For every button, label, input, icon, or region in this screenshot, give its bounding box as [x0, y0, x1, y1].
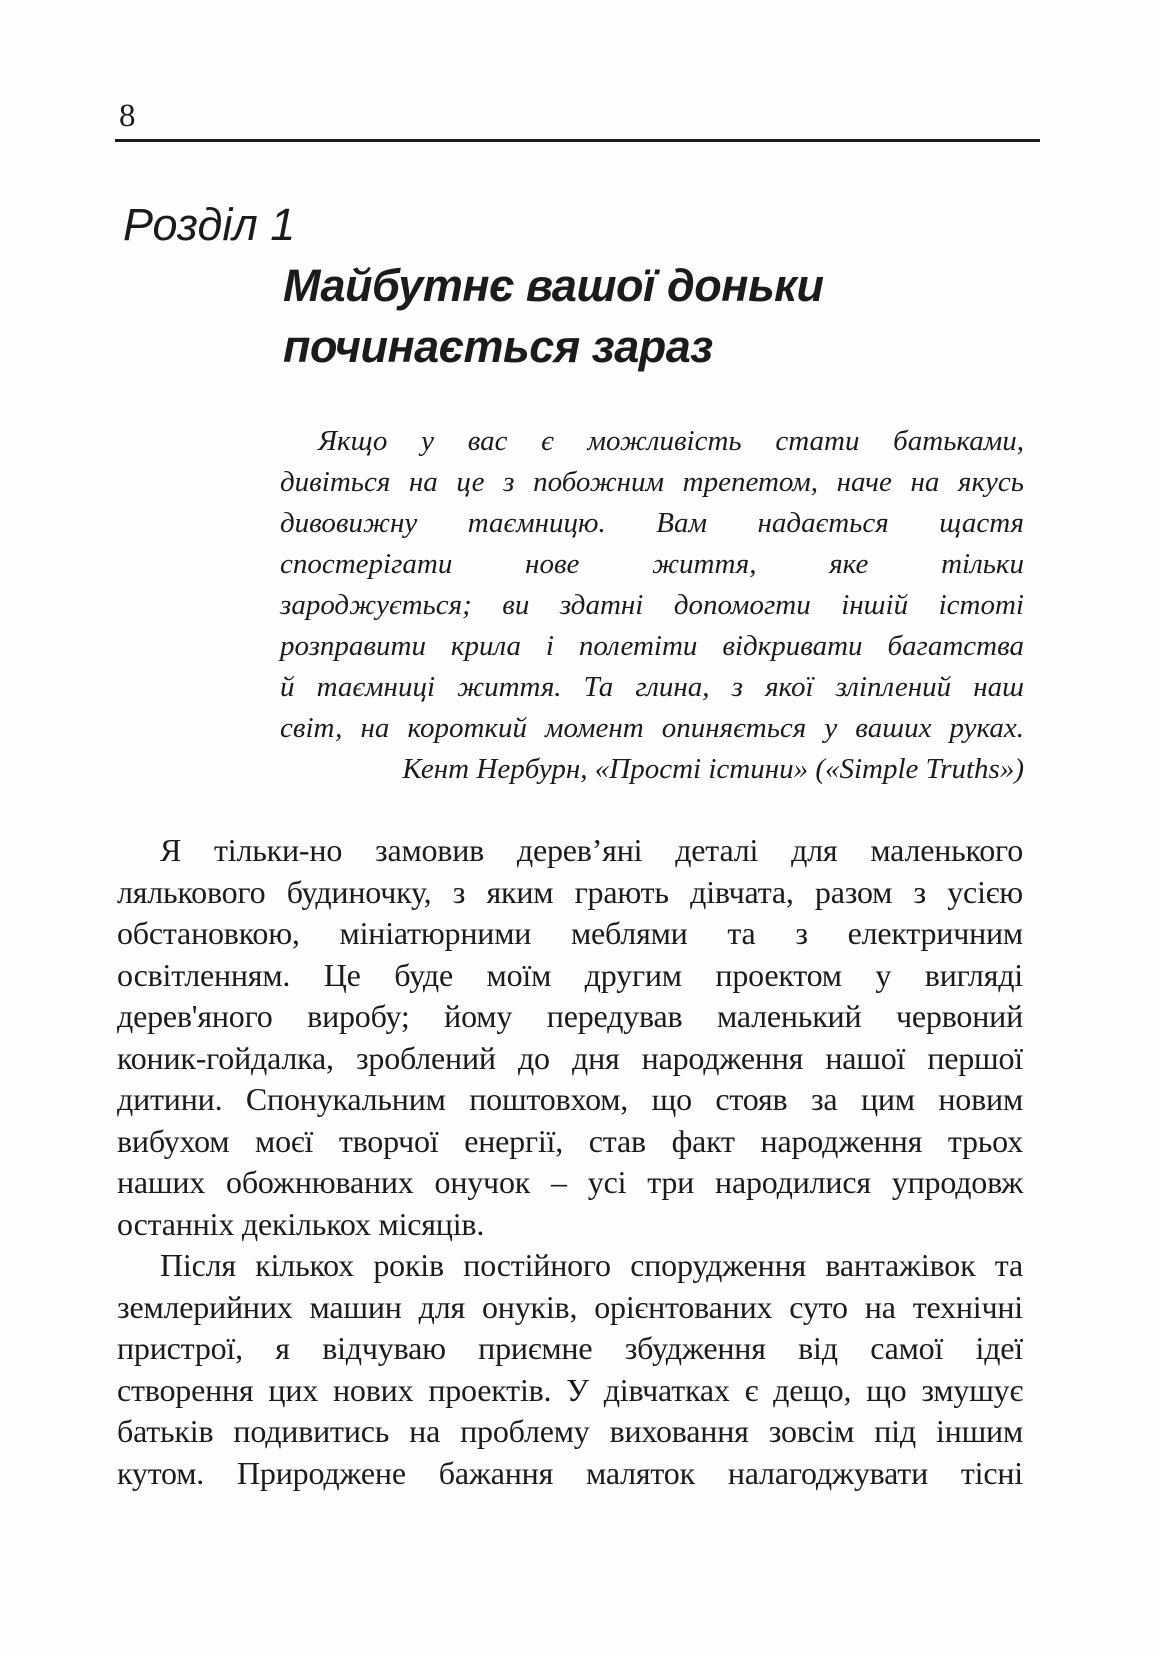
text-line: останніх декількох місяців.	[117, 1205, 485, 1242]
epigraph-quote	[280, 421, 1024, 749]
text-line: розправити крила і полетіти відкривати багатства	[280, 630, 1024, 662]
text-line: вибухом моєї творчої енергії, став факт народження трьох	[117, 1122, 1023, 1159]
text-line: обстановкою, мініатюрними меблями та з електричним	[117, 915, 1023, 951]
text-line: зароджується; ви здатні допомогти іншій істоті	[280, 589, 1024, 621]
text-line: лялькового будиночку, з яким грають дівчата, разом з усією	[117, 873, 1023, 910]
text-line: землерийних машин для онуків, орієнтованих суто на технічні	[117, 1288, 1023, 1325]
page-number: 8	[119, 98, 136, 134]
text-line: дивовижну таємницю. Вам надається щастя	[280, 507, 1024, 539]
header-rule	[115, 139, 1040, 142]
epigraph	[280, 421, 1024, 790]
text-line: батьків подивитись на проблему виховання зовсім під іншим	[117, 1413, 1023, 1449]
text-line: й таємниці життя. Та глина, з якої зліплений наш	[280, 671, 1024, 703]
chapter-title	[283, 255, 823, 377]
text-line: пристрої, я відчуваю приємне збудження від самої ідеї	[117, 1330, 1023, 1366]
text-line: Я тільки-но замовив дерев’яні деталі для маленького	[160, 832, 1023, 868]
paragraph	[117, 830, 1023, 1245]
text-line: дивіться на це з побожним трепетом, наче на якусь	[280, 466, 1024, 498]
body-text	[117, 830, 1023, 1494]
chapter-title-line: Майбутнє вашої доньки	[283, 260, 824, 311]
paragraph	[117, 1245, 1023, 1494]
text-line: створення цих нових проектів. У дівчатках є дещо, що змушує	[117, 1371, 1023, 1408]
chapter-title-line: починається зараз	[283, 321, 713, 372]
text-line: коник-гойдалка, зроблений до дня народження нашої першої	[117, 1039, 1023, 1076]
chapter-label: Розділ 1	[123, 199, 296, 250]
epigraph-attribution: Кент Нербурн, «Прості істини» («Simple Truths»)	[402, 753, 1024, 785]
text-line: дерев'яного виробу; йому передував маленький червоний	[117, 998, 1023, 1034]
text-line: світ, на короткий момент опиняється у ваших руках.	[280, 712, 1024, 744]
text-line: Після кількох років постійного спорудження вантажівок та	[160, 1247, 1023, 1283]
text-line: кутом. Природжене бажання маляток налагоджувати тісні	[117, 1454, 1023, 1491]
text-line: наших обожнюваних онучок – усі три народилися упродовж	[117, 1164, 1023, 1200]
text-line: дитини. Спонукальним поштовхом, що стояв за цим новим	[117, 1081, 1023, 1117]
text-line: освітленням. Це буде моїм другим проектом у вигляді	[117, 956, 1023, 993]
text-line: спостерігати нове життя, яке тільки	[280, 548, 1024, 580]
text-line: Якщо у вас є можливість стати батьками,	[318, 425, 1024, 457]
